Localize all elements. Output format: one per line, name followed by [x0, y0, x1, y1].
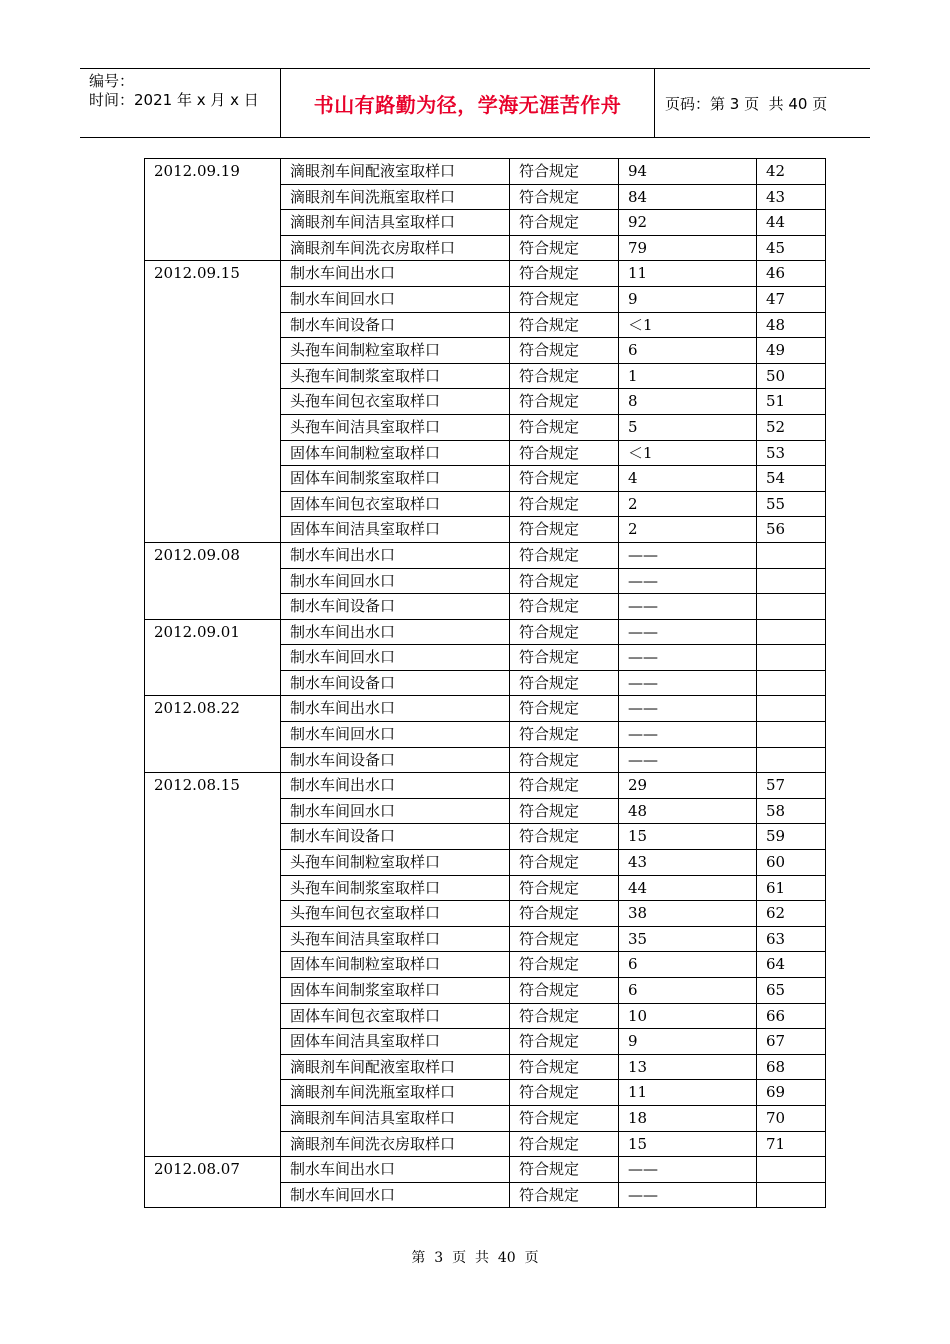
result-cell: 符合规定 — [510, 568, 619, 594]
location-cell: 制水车间出水口 — [281, 261, 510, 287]
location-cell: 制水车间回水口 — [281, 1182, 510, 1208]
result-cell: 符合规定 — [510, 414, 619, 440]
record-number-cell: 68 — [757, 1054, 826, 1080]
value-cell: ＜1 — [619, 440, 757, 466]
record-number-cell: 48 — [757, 312, 826, 338]
location-cell: 制水车间回水口 — [281, 798, 510, 824]
header-motto: 书山有路勤为径，学海无涯苦作舟 — [281, 69, 655, 137]
location-cell: 固体车间制浆室取样口 — [281, 466, 510, 492]
location-cell: 制水车间出水口 — [281, 773, 510, 799]
result-cell: 符合规定 — [510, 261, 619, 287]
record-number-cell — [757, 722, 826, 748]
value-cell: —— — [619, 747, 757, 773]
table-row — [145, 159, 826, 185]
location-cell: 制水车间回水口 — [281, 286, 510, 312]
result-cell: 符合规定 — [510, 1182, 619, 1208]
location-cell: 制水车间设备口 — [281, 670, 510, 696]
location-cell: 滴眼剂车间洗瓶室取样口 — [281, 1080, 510, 1106]
record-number-cell: 67 — [757, 1029, 826, 1055]
record-number-cell: 49 — [757, 338, 826, 364]
page-header — [80, 68, 870, 138]
value-cell: —— — [619, 722, 757, 748]
value-cell: —— — [619, 645, 757, 671]
result-cell: 符合规定 — [510, 312, 619, 338]
record-number-cell: 44 — [757, 210, 826, 236]
record-number-cell — [757, 696, 826, 722]
record-number-cell — [757, 645, 826, 671]
value-cell: 4 — [619, 466, 757, 492]
location-cell: 固体车间制粒室取样口 — [281, 440, 510, 466]
result-cell: 符合规定 — [510, 1054, 619, 1080]
value-cell: —— — [619, 696, 757, 722]
location-cell: 固体车间制浆室取样口 — [281, 978, 510, 1004]
value-cell: 6 — [619, 978, 757, 1004]
date-cell: 2012.09.19 — [145, 159, 281, 261]
record-number-cell: 47 — [757, 286, 826, 312]
result-cell: 符合规定 — [510, 1105, 619, 1131]
value-cell: —— — [619, 594, 757, 620]
record-number-cell: 57 — [757, 773, 826, 799]
value-cell: —— — [619, 568, 757, 594]
result-cell: 符合规定 — [510, 389, 619, 415]
result-cell: 符合规定 — [510, 696, 619, 722]
record-number-cell: 53 — [757, 440, 826, 466]
value-cell: —— — [619, 1182, 757, 1208]
record-number-cell — [757, 619, 826, 645]
location-cell: 滴眼剂车间洗衣房取样口 — [281, 235, 510, 261]
location-cell: 滴眼剂车间洗瓶室取样口 — [281, 184, 510, 210]
record-number-cell: 64 — [757, 952, 826, 978]
result-cell: 符合规定 — [510, 798, 619, 824]
value-cell: 6 — [619, 338, 757, 364]
header-page-info — [655, 69, 870, 137]
location-cell: 头孢车间洁具室取样口 — [281, 414, 510, 440]
value-cell: 84 — [619, 184, 757, 210]
result-cell: 符合规定 — [510, 1157, 619, 1183]
record-number-cell: 55 — [757, 491, 826, 517]
record-number-cell: 43 — [757, 184, 826, 210]
record-number-cell — [757, 670, 826, 696]
location-cell: 滴眼剂车间洁具室取样口 — [281, 1105, 510, 1131]
value-cell: 2 — [619, 491, 757, 517]
record-number-cell: 59 — [757, 824, 826, 850]
location-cell: 制水车间出水口 — [281, 1157, 510, 1183]
record-number-cell: 63 — [757, 926, 826, 952]
location-cell: 固体车间制粒室取样口 — [281, 952, 510, 978]
value-cell: 92 — [619, 210, 757, 236]
inspection-table — [144, 158, 826, 1208]
value-cell: 43 — [619, 850, 757, 876]
record-number-cell: 54 — [757, 466, 826, 492]
record-number-cell: 46 — [757, 261, 826, 287]
record-number-cell: 50 — [757, 363, 826, 389]
value-cell: 35 — [619, 926, 757, 952]
location-cell: 制水车间出水口 — [281, 696, 510, 722]
value-cell: 48 — [619, 798, 757, 824]
value-cell: 1 — [619, 363, 757, 389]
location-cell: 制水车间回水口 — [281, 568, 510, 594]
location-cell: 头孢车间制粒室取样口 — [281, 850, 510, 876]
date-cell: 2012.09.15 — [145, 261, 281, 543]
record-number-cell — [757, 568, 826, 594]
result-cell: 符合规定 — [510, 824, 619, 850]
record-number-cell — [757, 1157, 826, 1183]
value-cell: 8 — [619, 389, 757, 415]
record-number-cell — [757, 1182, 826, 1208]
table-row — [145, 773, 826, 799]
date-cell: 2012.08.15 — [145, 773, 281, 1157]
result-cell: 符合规定 — [510, 1080, 619, 1106]
location-cell: 固体车间包衣室取样口 — [281, 491, 510, 517]
value-cell: 6 — [619, 952, 757, 978]
location-cell: 滴眼剂车间洗衣房取样口 — [281, 1131, 510, 1157]
table-row — [145, 696, 826, 722]
inspection-table-body — [145, 159, 826, 1208]
result-cell: 符合规定 — [510, 773, 619, 799]
value-cell: 38 — [619, 901, 757, 927]
result-cell: 符合规定 — [510, 542, 619, 568]
value-cell: 15 — [619, 824, 757, 850]
location-cell: 滴眼剂车间洁具室取样口 — [281, 210, 510, 236]
location-cell: 头孢车间包衣室取样口 — [281, 901, 510, 927]
date-cell: 2012.08.22 — [145, 696, 281, 773]
value-cell: 29 — [619, 773, 757, 799]
record-number-cell: 66 — [757, 1003, 826, 1029]
value-cell: 94 — [619, 159, 757, 185]
record-number-cell — [757, 594, 826, 620]
location-cell: 制水车间回水口 — [281, 722, 510, 748]
value-cell: 15 — [619, 1131, 757, 1157]
record-number-cell: 70 — [757, 1105, 826, 1131]
location-cell: 制水车间设备口 — [281, 747, 510, 773]
value-cell: 11 — [619, 261, 757, 287]
result-cell: 符合规定 — [510, 594, 619, 620]
record-number-cell: 52 — [757, 414, 826, 440]
result-cell: 符合规定 — [510, 363, 619, 389]
result-cell: 符合规定 — [510, 440, 619, 466]
location-cell: 制水车间出水口 — [281, 542, 510, 568]
location-cell: 头孢车间包衣室取样口 — [281, 389, 510, 415]
value-cell: 79 — [619, 235, 757, 261]
location-cell: 头孢车间洁具室取样口 — [281, 926, 510, 952]
value-cell: 2 — [619, 517, 757, 543]
table-row — [145, 261, 826, 287]
value-cell: ＜1 — [619, 312, 757, 338]
location-cell: 固体车间洁具室取样口 — [281, 517, 510, 543]
location-cell: 滴眼剂车间配液室取样口 — [281, 159, 510, 185]
result-cell: 符合规定 — [510, 901, 619, 927]
value-cell: 9 — [619, 1029, 757, 1055]
location-cell: 头孢车间制粒室取样口 — [281, 338, 510, 364]
record-number-cell: 71 — [757, 1131, 826, 1157]
result-cell: 符合规定 — [510, 645, 619, 671]
location-cell: 滴眼剂车间配液室取样口 — [281, 1054, 510, 1080]
result-cell: 符合规定 — [510, 1029, 619, 1055]
value-cell: 10 — [619, 1003, 757, 1029]
result-cell: 符合规定 — [510, 850, 619, 876]
location-cell: 制水车间出水口 — [281, 619, 510, 645]
result-cell: 符合规定 — [510, 952, 619, 978]
record-number-cell: 42 — [757, 159, 826, 185]
location-cell: 制水车间回水口 — [281, 645, 510, 671]
record-number-cell: 45 — [757, 235, 826, 261]
document-date-label: 时间：2021 年 x 月 x 日 — [89, 91, 259, 109]
table-row — [145, 619, 826, 645]
record-number-cell: 61 — [757, 875, 826, 901]
location-cell: 制水车间设备口 — [281, 824, 510, 850]
record-number-cell: 56 — [757, 517, 826, 543]
value-cell: 13 — [619, 1054, 757, 1080]
result-cell: 符合规定 — [510, 491, 619, 517]
record-number-cell: 58 — [757, 798, 826, 824]
result-cell: 符合规定 — [510, 517, 619, 543]
location-cell: 固体车间包衣室取样口 — [281, 1003, 510, 1029]
table-row — [145, 542, 826, 568]
result-cell: 符合规定 — [510, 670, 619, 696]
value-cell: —— — [619, 1157, 757, 1183]
value-cell: 11 — [619, 1080, 757, 1106]
value-cell: 44 — [619, 875, 757, 901]
document-number-label: 编号： — [89, 72, 135, 90]
result-cell: 符合规定 — [510, 338, 619, 364]
location-cell: 制水车间设备口 — [281, 312, 510, 338]
result-cell: 符合规定 — [510, 159, 619, 185]
result-cell: 符合规定 — [510, 1131, 619, 1157]
value-cell: 18 — [619, 1105, 757, 1131]
date-cell: 2012.09.01 — [145, 619, 281, 696]
result-cell: 符合规定 — [510, 466, 619, 492]
result-cell: 符合规定 — [510, 184, 619, 210]
value-cell: 5 — [619, 414, 757, 440]
result-cell: 符合规定 — [510, 926, 619, 952]
result-cell: 符合规定 — [510, 722, 619, 748]
value-cell: —— — [619, 619, 757, 645]
header-meta — [80, 69, 281, 137]
result-cell: 符合规定 — [510, 619, 619, 645]
record-number-cell — [757, 542, 826, 568]
record-number-cell — [757, 747, 826, 773]
result-cell: 符合规定 — [510, 1003, 619, 1029]
result-cell: 符合规定 — [510, 286, 619, 312]
value-cell: —— — [619, 542, 757, 568]
record-number-cell: 69 — [757, 1080, 826, 1106]
result-cell: 符合规定 — [510, 235, 619, 261]
value-cell: —— — [619, 670, 757, 696]
date-cell: 2012.08.07 — [145, 1157, 281, 1208]
record-number-cell: 65 — [757, 978, 826, 1004]
page-info-text: 页码：第 3 页 共 40 页 — [665, 94, 828, 113]
result-cell: 符合规定 — [510, 747, 619, 773]
result-cell: 符合规定 — [510, 210, 619, 236]
location-cell: 头孢车间制浆室取样口 — [281, 363, 510, 389]
record-number-cell: 51 — [757, 389, 826, 415]
location-cell: 固体车间洁具室取样口 — [281, 1029, 510, 1055]
record-number-cell: 62 — [757, 901, 826, 927]
location-cell: 制水车间设备口 — [281, 594, 510, 620]
record-number-cell: 60 — [757, 850, 826, 876]
value-cell: 9 — [619, 286, 757, 312]
result-cell: 符合规定 — [510, 875, 619, 901]
result-cell: 符合规定 — [510, 978, 619, 1004]
date-cell: 2012.09.08 — [145, 542, 281, 619]
table-row — [145, 1157, 826, 1183]
location-cell: 头孢车间制浆室取样口 — [281, 875, 510, 901]
page-footer: 第 3 页 共 40 页 — [411, 1250, 539, 1266]
